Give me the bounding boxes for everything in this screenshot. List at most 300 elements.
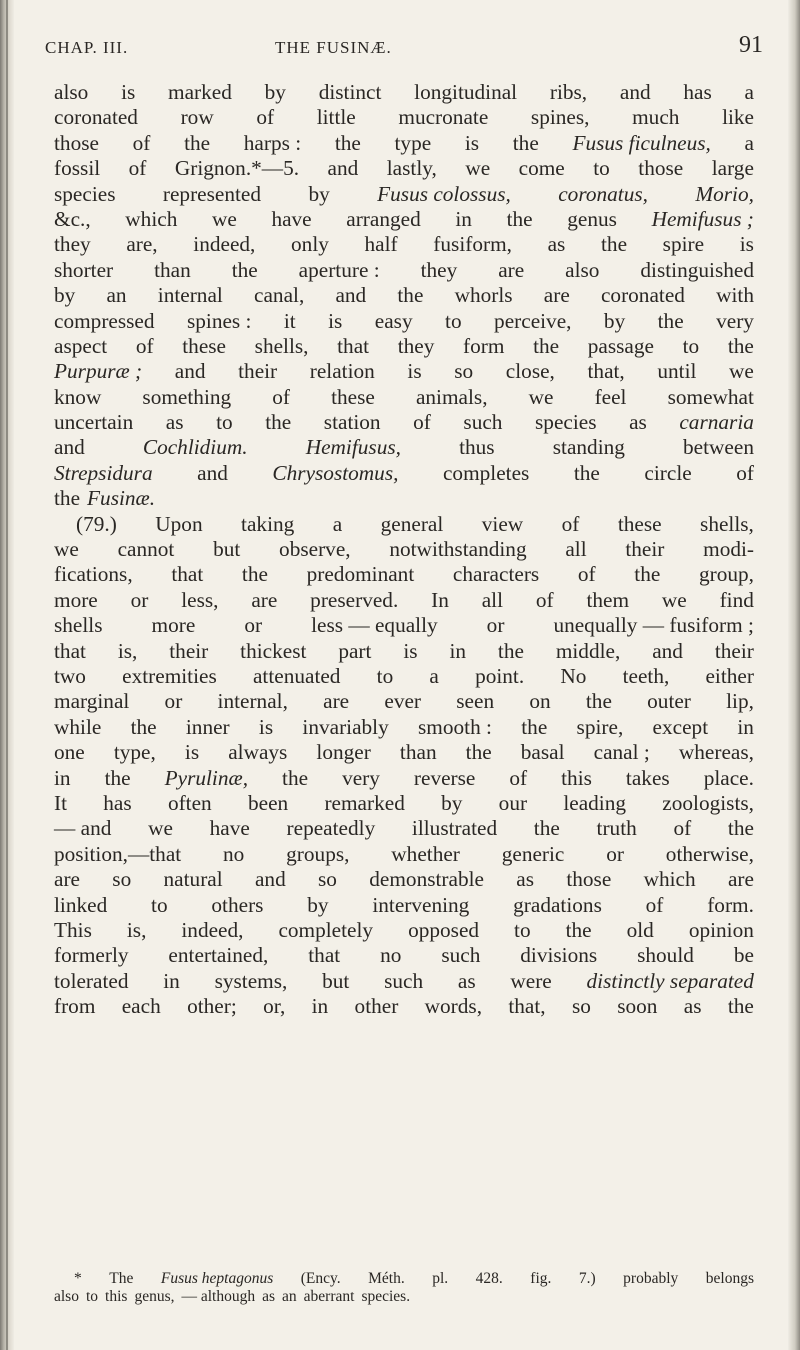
body-text-line [54, 309, 754, 334]
body-text-word: extremities [122, 663, 217, 688]
body-text-word: mucronate [398, 105, 489, 130]
body-text-word: the [334, 130, 361, 155]
body-text-word: are [543, 283, 570, 308]
body-text-word: shorter [54, 257, 114, 282]
body-text-word: is [464, 130, 480, 155]
body-text-word: always [228, 740, 288, 765]
body-text-word: the [497, 638, 524, 663]
body-text-word: Strepsidura [54, 460, 153, 485]
chapter-label: CHAP. III. [45, 38, 129, 57]
body-text-line [54, 893, 754, 918]
body-text-word: arranged [346, 206, 421, 231]
body-text-word: two [54, 663, 86, 688]
body-text-line [54, 385, 754, 410]
body-text-word: the [512, 130, 539, 155]
body-text-line [54, 334, 754, 359]
body-text-line [54, 867, 754, 892]
body-text-word: groups, [286, 841, 350, 866]
body-text-word: Hemifusus, [305, 435, 401, 460]
body-text-word: than [399, 740, 437, 765]
body-text-line [54, 258, 754, 283]
body-text-word: whorls [454, 283, 513, 308]
body-text-word: by [603, 308, 626, 333]
body-text-word: fossil [54, 156, 101, 181]
body-text-word: no [223, 841, 245, 866]
body-text-word: the [265, 410, 292, 435]
body-text-word: the [397, 283, 424, 308]
body-text-word: repeatedly [286, 816, 376, 841]
body-text-word: is [739, 232, 754, 257]
footnote-word: to [85, 1288, 99, 1305]
body-text-line [54, 359, 754, 384]
body-text-word: of [272, 384, 290, 409]
body-text-word: to [514, 917, 531, 942]
body-text-word: seen [456, 689, 495, 714]
body-text-line [54, 969, 754, 994]
body-text-word: is [403, 638, 418, 663]
body-text-word: truth [596, 816, 637, 841]
body-text-word: and [54, 435, 85, 460]
body-text-word: are [727, 867, 754, 892]
body-text-word: such [463, 410, 503, 435]
body-text-word: have [271, 206, 312, 231]
body-text-word: is [121, 80, 136, 104]
body-text-word: indeed, [181, 917, 244, 942]
body-text-word: which [125, 206, 178, 231]
body-text-word: by [264, 80, 286, 104]
body-text-word: shells [54, 613, 103, 638]
body-text-word: less, [181, 587, 219, 612]
body-text-word: spire [662, 232, 705, 257]
body-text-word: by [54, 283, 76, 308]
body-text-word: we [465, 156, 491, 181]
body-text-word: unequally — fusiform ; [553, 613, 754, 638]
footnote-line [54, 1270, 754, 1288]
body-text-word: or [486, 613, 505, 638]
body-text-line [54, 283, 754, 308]
body-text-word: natural [163, 867, 223, 892]
body-text-line [54, 791, 754, 816]
body-text-word: these [331, 384, 375, 409]
body-text-word: form [463, 333, 505, 358]
body-text-word: often [167, 790, 212, 815]
body-text-word: these [617, 511, 662, 536]
body-text-word: which [643, 867, 696, 892]
body-text-word: are, [126, 232, 158, 257]
body-text-word: coronated [600, 283, 685, 308]
body-text-word: Chrysostomus, [272, 460, 399, 485]
body-text-word: completes [442, 460, 530, 485]
body-text-word: spire, [576, 714, 624, 739]
body-text-word: or [606, 841, 624, 866]
body-text-word: canal ; [593, 740, 650, 765]
body-text-line [54, 918, 754, 943]
footnote-word: Méth. [368, 1270, 405, 1287]
body-text-word: words, [424, 994, 483, 1019]
body-text-word: no [380, 943, 402, 968]
body-text-word: also [54, 80, 89, 104]
footnote-word: genus, [134, 1288, 175, 1305]
body-text-word: others [211, 892, 264, 917]
body-text-word: entertained, [168, 943, 269, 968]
body-text-word: illustrated [411, 816, 498, 841]
body-text-word: except [652, 714, 709, 739]
body-text-word: longitudinal [414, 80, 518, 104]
body-text-word: to [682, 333, 700, 358]
body-text-word: as [683, 994, 702, 1019]
footnote-word: this [105, 1288, 128, 1305]
body-text-word: in [455, 206, 472, 231]
body-text-word: is [407, 359, 422, 384]
body-text-word: easy [374, 308, 413, 333]
body-text-word: part [338, 638, 372, 663]
body-text-word: such [441, 943, 481, 968]
body-text-word: leading [563, 790, 627, 815]
body-text-word: and [174, 359, 206, 384]
body-text-word: in [737, 714, 754, 739]
body-text-word: something [142, 384, 232, 409]
footnote-word: an [282, 1288, 297, 1305]
body-text-word: takes [625, 765, 670, 790]
footnote-word: 428. [475, 1270, 503, 1287]
body-text-word: this [561, 765, 592, 790]
body-text-word: internal [157, 283, 223, 308]
body-text-word: a [429, 663, 439, 688]
body-text-word: that [54, 638, 86, 663]
body-text-word: &c., [54, 206, 91, 231]
body-text-word: more [151, 613, 196, 638]
body-text-word: is [328, 308, 343, 333]
body-text-word: ever [384, 689, 422, 714]
body-text-word: shells, [700, 511, 754, 536]
body-text-word: old [626, 917, 654, 942]
body-text-line [54, 715, 754, 740]
body-text-word: have [209, 816, 250, 841]
body-text-word: intervening [372, 892, 470, 917]
body-text-word: that [308, 943, 341, 968]
body-text-word: are [323, 689, 350, 714]
body-text-word: circle [644, 460, 692, 485]
body-text-word: from [54, 994, 96, 1019]
body-text-word: large [711, 156, 754, 181]
body-text-word: but [213, 537, 241, 562]
body-text-word: ribs, [549, 80, 588, 104]
body-text-word: find [719, 587, 754, 612]
body-text-word: either [705, 663, 754, 688]
body-text-word: as [516, 867, 535, 892]
body-text-word: as [547, 232, 566, 257]
body-text-word: gradations [513, 892, 602, 917]
body-text-line [54, 207, 754, 232]
body-text-word: has [683, 80, 712, 104]
body-text-word: their [714, 638, 754, 663]
footnote-word: Fusus heptagonus [160, 1270, 274, 1287]
body-text-word: otherwise, [665, 841, 754, 866]
body-text-word: the [54, 486, 81, 511]
body-text-word: a [332, 511, 343, 536]
body-text-word: general [380, 511, 444, 536]
body-text-word: species [535, 410, 597, 435]
footnote-line [54, 1288, 754, 1306]
body-text-word: in [163, 968, 180, 993]
body-text-word: harps : [243, 130, 302, 155]
body-text-word: aspect [54, 333, 108, 358]
body-text-word: the [727, 994, 754, 1019]
body-text-word: very [342, 765, 380, 790]
body-text-word: relation [309, 359, 375, 384]
body-text-word: but [322, 968, 350, 993]
body-text-line [54, 131, 754, 156]
body-text-word: and [619, 80, 651, 104]
body-text-word: genus [567, 206, 617, 231]
running-header [45, 32, 763, 72]
body-text-word: were [510, 968, 552, 993]
body-text-word: that [171, 562, 204, 587]
body-text-word: on [529, 689, 551, 714]
body-text-word: of [135, 333, 154, 358]
body-text-word: the [506, 206, 533, 231]
body-text-word: position,—that [54, 841, 182, 866]
body-text-word: Cochlidium. [142, 435, 248, 460]
body-text-word: feel [594, 384, 627, 409]
body-text-word: them [586, 587, 630, 612]
body-text-line [54, 943, 754, 968]
body-text-word: of [413, 410, 431, 435]
body-text-word: outer [647, 689, 691, 714]
body-text-word: place. [703, 765, 754, 790]
body-text-word: row [180, 105, 214, 130]
body-text-word: coronatus, [558, 181, 648, 206]
body-text-line [54, 512, 754, 537]
body-text-word: they [54, 232, 91, 257]
body-text-word: whether [391, 841, 460, 866]
body-text-word: a [744, 130, 754, 155]
body-text-word: the [533, 333, 560, 358]
body-text-word: Fusus colossus, [377, 181, 511, 206]
body-text-word: somewhat [667, 384, 754, 409]
body-text-line [54, 182, 754, 207]
body-text-word: zoologists, [662, 790, 754, 815]
body-text-word: is, [117, 638, 138, 663]
body-text-word: come [518, 156, 565, 181]
body-text-word: are [54, 867, 80, 892]
body-text-word: in [311, 994, 329, 1019]
page-edge-right [788, 0, 800, 1350]
body-text-word: and [335, 283, 367, 308]
body-text-word: lip, [726, 689, 754, 714]
body-text-word: are [251, 587, 278, 612]
body-text-word: as [629, 410, 647, 435]
body-text-word: station [323, 410, 381, 435]
body-text-word: as [165, 410, 184, 435]
body-text-word: and [652, 638, 683, 663]
body-text-word: type [394, 130, 432, 155]
body-text-word: thickest [240, 638, 307, 663]
body-text-word: group, [698, 562, 754, 587]
body-text-word: passage [587, 333, 654, 358]
body-text-word: those [638, 156, 684, 181]
body-text-word: the [634, 562, 661, 587]
body-text-word: only [291, 232, 329, 257]
body-text-word: point. [475, 663, 525, 688]
body-text-word: other [354, 994, 399, 1019]
footnote-word: The [109, 1270, 134, 1287]
body-text-word: soon [617, 994, 658, 1019]
page-number: 91 [739, 32, 763, 58]
body-text-word: by [441, 790, 463, 815]
body-text-line [54, 689, 754, 714]
body-text-word: their [169, 638, 209, 663]
body-text-word: opposed [408, 917, 480, 942]
body-text-line [54, 639, 754, 664]
body-text-word: distinct [318, 80, 382, 104]
body-text-word: tolerated [54, 968, 129, 993]
body-text-word: so [571, 994, 591, 1019]
body-text-word: than [154, 257, 191, 282]
body-text-word: less — equally [311, 613, 438, 638]
body-text-word: of [561, 511, 580, 536]
body-text-word: we [729, 359, 754, 384]
body-text-word: each [121, 994, 161, 1019]
body-text-word: preserved. [310, 587, 399, 612]
body-text-word: like [722, 105, 754, 130]
footnote-word: belongs [705, 1270, 754, 1287]
body-text-word: of [132, 130, 151, 155]
body-text-word: distinctly separated [586, 968, 754, 993]
body-text-word: we [148, 816, 173, 841]
body-text-word: or [130, 587, 149, 612]
body-text-word: basal [520, 740, 565, 765]
body-text-word: in [449, 638, 467, 663]
body-text-word: fusiform, [433, 232, 512, 257]
body-text-word: been [247, 790, 289, 815]
body-text-word: (79.) [76, 511, 117, 536]
body-text-word: of [577, 562, 596, 587]
body-text-word: coronated [54, 105, 138, 130]
body-text-word: those [566, 867, 612, 892]
body-text-word: aperture : [298, 257, 380, 282]
body-text-word: much [632, 105, 680, 130]
footnote-word: (Ency. [300, 1270, 341, 1287]
body-text-word: as [457, 968, 476, 993]
body-text-word: the [282, 765, 309, 790]
body-text-line [54, 766, 754, 791]
body-text-word: those [54, 130, 99, 155]
body-text-word: No [560, 663, 587, 688]
body-text-line [54, 537, 754, 562]
body-text-word: attenuated [252, 663, 341, 688]
body-text-word: Purpuræ ; [54, 359, 143, 384]
body-text-word: spines : [186, 308, 252, 333]
footnote-word: fig. [530, 1270, 552, 1287]
body-text-word: Grignon.*—5. [174, 156, 300, 181]
body-text-word: so [112, 867, 132, 892]
body-text-word: such [384, 968, 424, 993]
body-text-word: inner [185, 714, 230, 739]
body-text-word: is [184, 740, 200, 765]
body-text-word: the [104, 765, 131, 790]
body-text-line [54, 740, 754, 765]
body-text-word: of [673, 816, 692, 841]
body-text-line [54, 461, 754, 486]
body-text-word: In [431, 587, 449, 612]
body-text-line [54, 562, 754, 587]
body-text-word: longer [316, 740, 371, 765]
body-text-word: by [307, 892, 329, 917]
body-text-word: the [573, 460, 600, 485]
body-text-word: or, [263, 994, 286, 1019]
body-text-word: taking [241, 511, 295, 536]
body-text-word: species [54, 181, 116, 206]
body-text-word: or [244, 613, 263, 638]
body-text-word: of [535, 587, 554, 612]
body-text-word: of [509, 765, 528, 790]
body-text-word: the [585, 689, 612, 714]
body-text-word: also [565, 257, 600, 282]
body-text-word: that, [587, 359, 625, 384]
body-text-word: between [683, 435, 754, 460]
body-text-word: It [54, 790, 68, 815]
body-text-line [54, 664, 754, 689]
body-text-word: type, [113, 740, 156, 765]
body-text-word: the [231, 257, 258, 282]
body-text-word: we [528, 384, 554, 409]
body-text-line [54, 105, 754, 130]
body-text-word: observe, [279, 537, 351, 562]
body-text-word: to [376, 663, 394, 688]
body-text-word: the [465, 740, 492, 765]
body-text-word: or [164, 689, 183, 714]
footnote-word: as [262, 1288, 276, 1305]
body-text-word: and [197, 460, 228, 485]
body-text-word: little [316, 105, 356, 130]
body-text-word: Fusinæ. [87, 486, 156, 511]
body-text-word: teeth, [622, 663, 670, 688]
body-text-word: more [54, 587, 98, 612]
body-text-word: in [54, 765, 71, 790]
body-text-word: Fusus ficulneus, [572, 130, 711, 155]
footnote [54, 1270, 754, 1306]
footnote-word: probably [623, 1270, 679, 1287]
body-text-word: canal, [254, 283, 305, 308]
body-text-word: Hemifusus ; [651, 206, 754, 231]
body-text-word: the [533, 816, 560, 841]
body-text-line [54, 80, 754, 105]
body-text-word: close, [505, 359, 555, 384]
body-text-word: view [481, 511, 524, 536]
body-text-word: of [256, 105, 275, 130]
body-text-word: of [645, 892, 664, 917]
body-text-word: divisions [520, 943, 598, 968]
body-text-word: to [151, 892, 168, 917]
body-text-word: by [308, 181, 330, 206]
body-text-word: Upon [155, 511, 203, 536]
body-text-word: compressed [54, 308, 155, 333]
body-text-word: form. [707, 892, 754, 917]
body-text-word: indeed, [193, 232, 256, 257]
body-text-word: lastly, [386, 156, 437, 181]
body-text-word: with [716, 283, 754, 308]
body-text-word: the [130, 714, 157, 739]
body-text-word: be [733, 943, 754, 968]
body-text-word: opinion [688, 917, 754, 942]
body-text-word: formerly [54, 943, 129, 968]
body-text-word: a [744, 80, 754, 104]
body-text-word: This [54, 917, 92, 942]
body-text-word: should [637, 943, 694, 968]
body-text-word: are [498, 257, 525, 282]
body-text-word: characters [452, 562, 540, 587]
